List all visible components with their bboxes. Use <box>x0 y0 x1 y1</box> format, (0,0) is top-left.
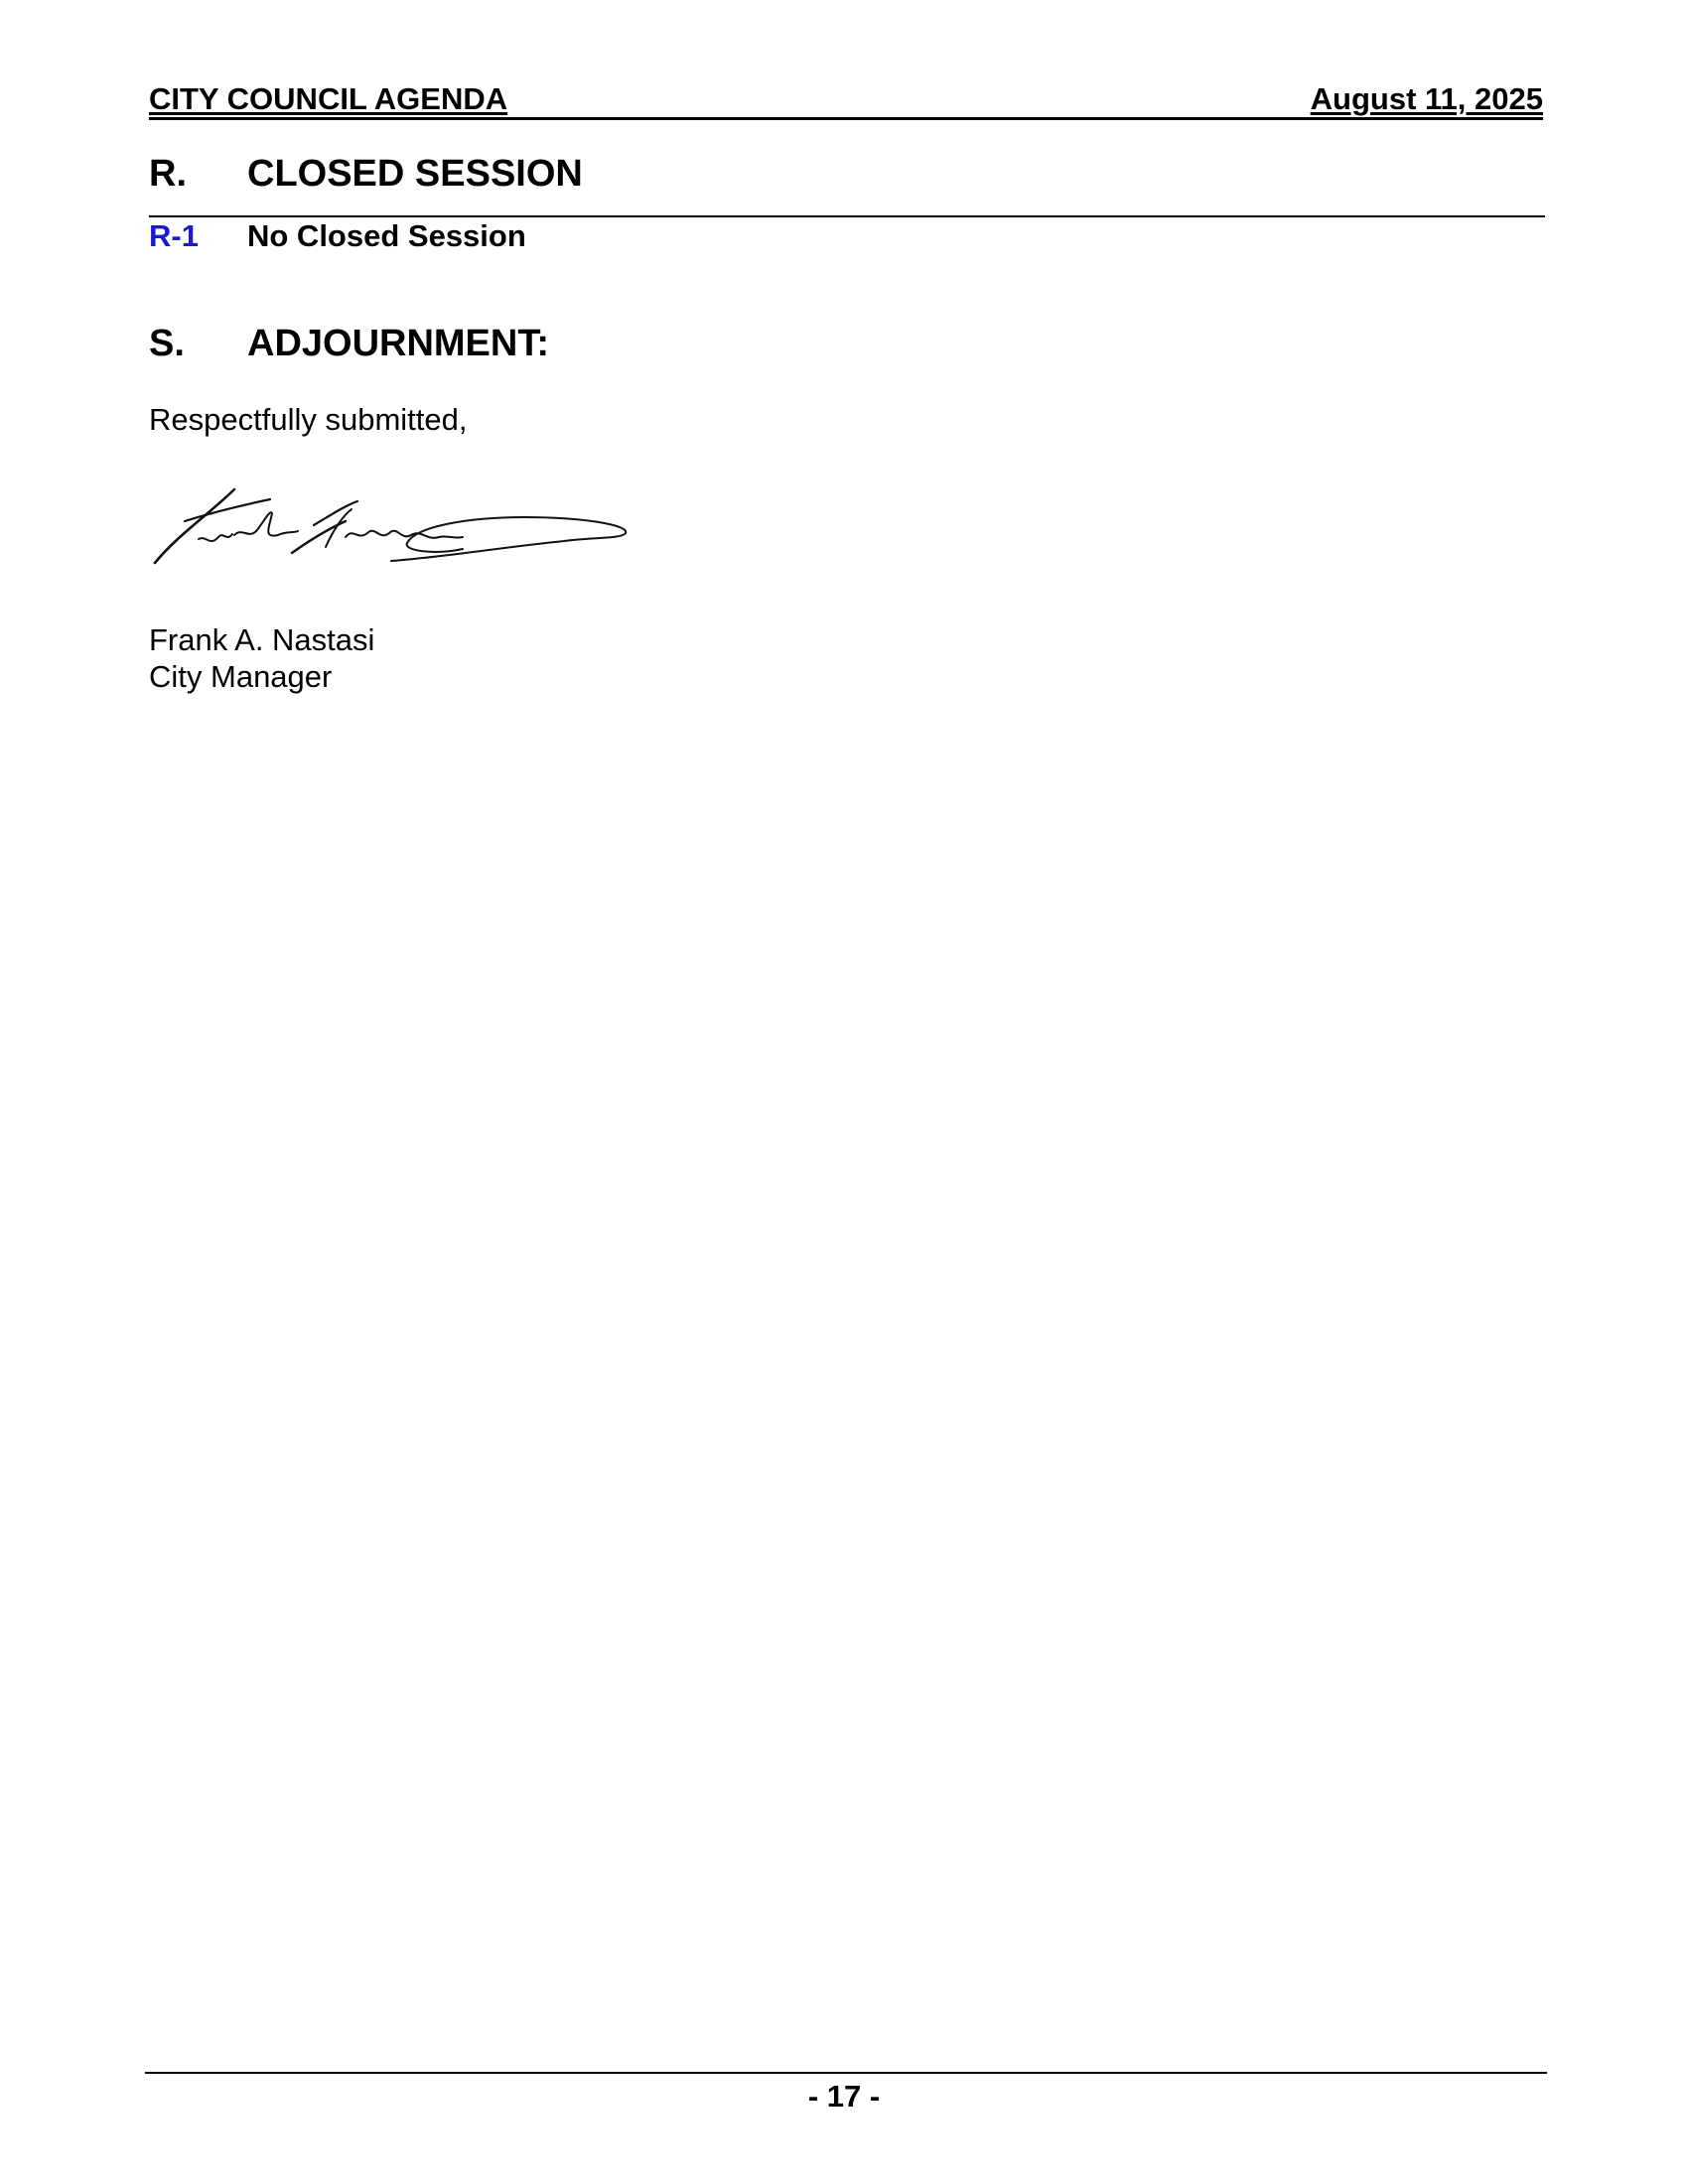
item-number-link[interactable]: R-1 <box>149 218 199 253</box>
signature-image <box>147 481 633 581</box>
page-number: - 17 - <box>807 2079 881 2114</box>
section-s-title: ADJOURNMENT: <box>247 323 549 364</box>
section-s-letter: S. <box>149 323 185 364</box>
agenda-date: August 11, 2025 <box>1310 81 1543 116</box>
footer-rule <box>145 2072 1547 2074</box>
signatory-title: City Manager <box>149 659 333 694</box>
section-r-letter: R. <box>149 153 187 195</box>
signatory-name: Frank A. Nastasi <box>149 622 375 657</box>
item-title: No Closed Session <box>247 218 526 253</box>
section-r-rule <box>149 215 1545 217</box>
closing-salutation: Respectfully submitted, <box>149 402 468 437</box>
section-r-title: CLOSED SESSION <box>247 153 583 195</box>
agenda-title: CITY COUNCIL AGENDA <box>149 81 508 116</box>
page-header <box>149 77 1543 120</box>
